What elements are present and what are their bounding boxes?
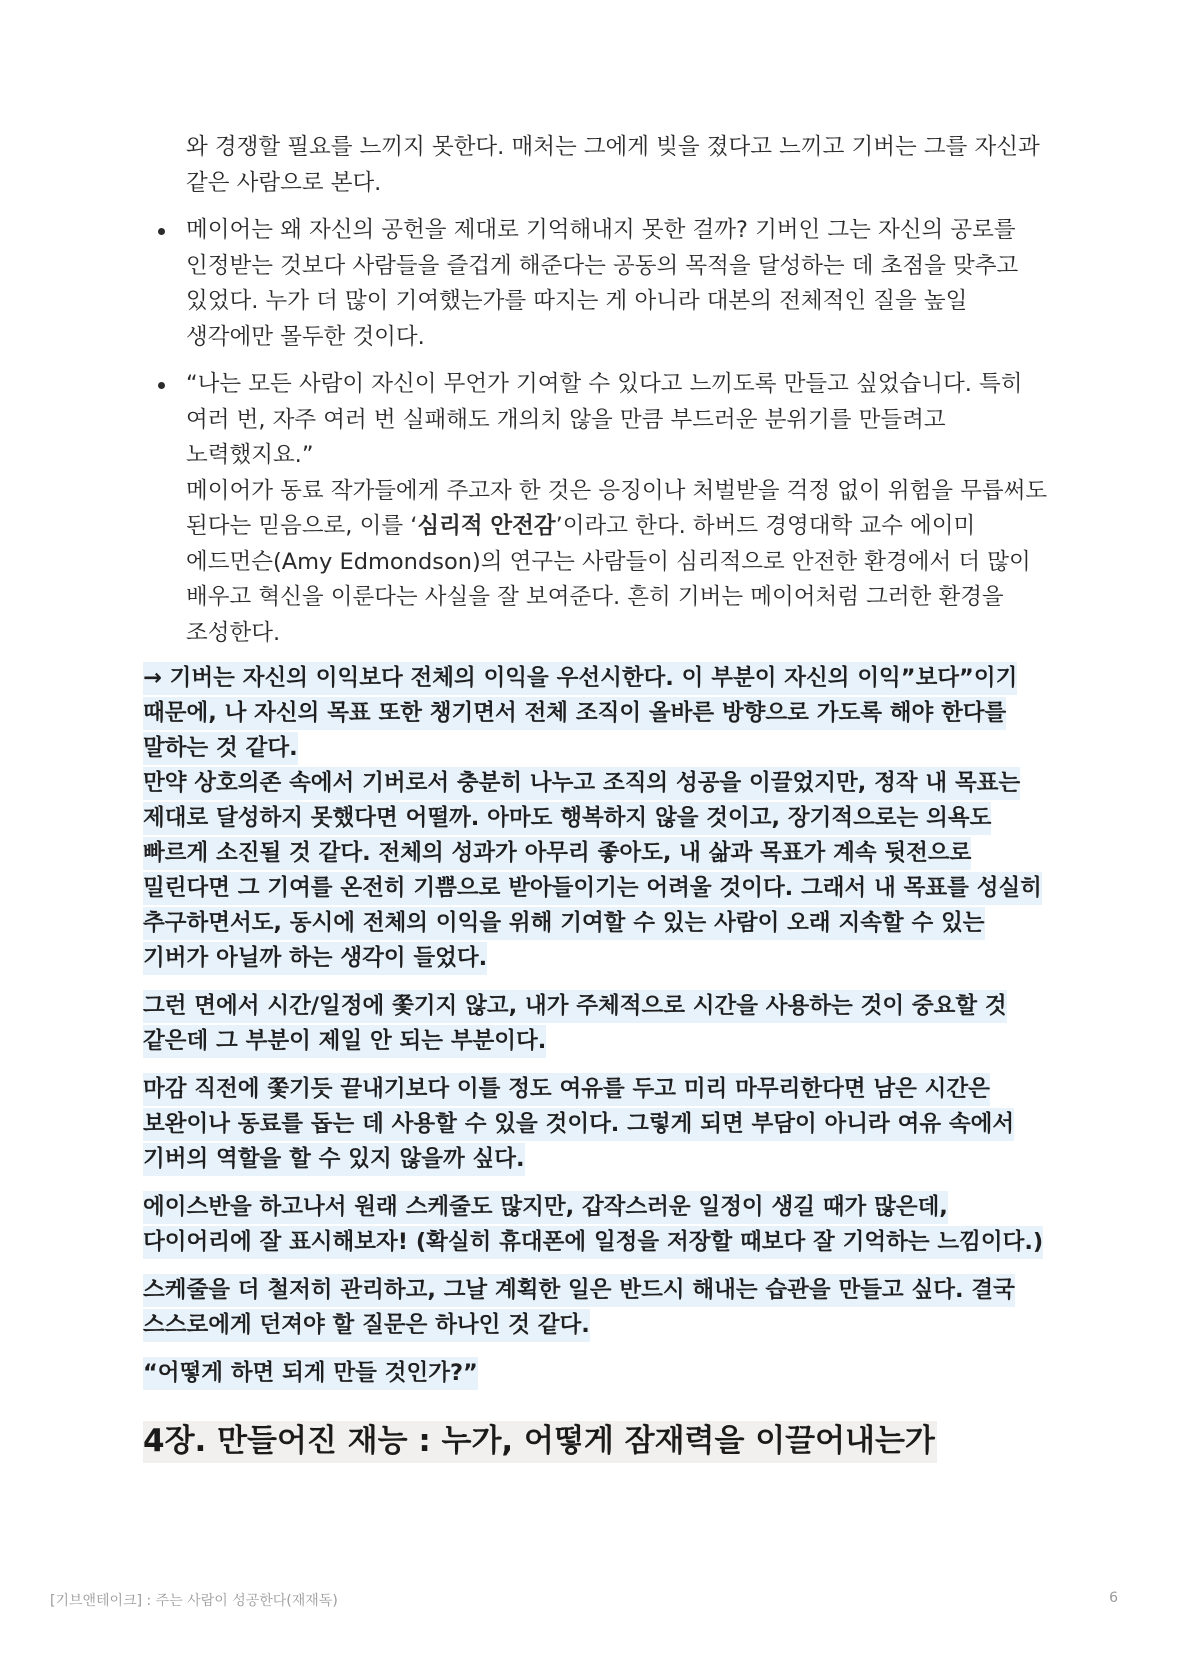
bullet-text: 메이어는 왜 자신의 공헌을 제대로 기억해내지 못한 걸까? 기버인 그는 자신의 공로를 인정받는 것보다 사람들을 즐겁게 해준다는 공동의 목적을 달성하는 데 초점을 맞추고 있었다. 누가 더 많이 기여했는가를 따지는 게 아니라 대본의 전체적인 질을 높일 생각에만 몰두한 것이다. bbox=[186, 217, 1019, 350]
highlighted-text: → 기버는 자신의 이익보다 전체의 이익을 우선시한다. 이 부분이 자신의 이익”보다”이기 때문에, 나 자신의 목표 또한 챙기면서 전체 조직이 올바른 방향으로 가도록 해야 한다를 말하는 것 같다. bbox=[143, 662, 1017, 765]
note-paragraph bbox=[143, 1072, 1048, 1177]
note-paragraph bbox=[143, 989, 1048, 1059]
bullet-item-mayer-contribution bbox=[143, 213, 1048, 355]
page-content bbox=[143, 130, 1048, 1489]
footer-title: [기브앤테이크] : 주는 사람이 성공한다(재재독) bbox=[50, 1593, 338, 1609]
bullet-dot-icon bbox=[158, 228, 165, 235]
note-paragraph bbox=[143, 661, 1048, 766]
bullet-text-before: 메이어가 동료 작가들에게 주고자 한 것은 응징이나 처벌받을 걱정 없이 위험을 무릅써도 된다는 믿음으로, 이를 ‘ bbox=[186, 477, 1048, 539]
bullet-item-psychological-safety bbox=[143, 367, 1048, 651]
note-paragraph bbox=[143, 1356, 1048, 1391]
highlighted-text: “어떻게 하면 되게 만들 것인가?” bbox=[143, 1357, 478, 1390]
highlighted-text: 만약 상호의존 속에서 기버로서 충분히 나누고 조직의 성공을 이끌었지만, 정작 내 목표는 제대로 달성하지 못했다면 어떨까. 아마도 행복하지 않을 것이고, 장기적으로는 의욕도 빠르게 소진될 것 같다. 전체의 성과가 아무리 좋아도, 내 삶과 목표가 계속 뒷전으로 밀린다면 그 기여를 온전히 기쁨으로 받아들이기는 어려울 것이다. 그래서 내 목표를 성실히 추구하면서도, 동시에 전체의 이익을 위해 기여할 수 있는 사람이 오래 지속할 수 있는 기버가 아닐까 하는 생각이 들었다. bbox=[143, 767, 1042, 975]
chapter-heading bbox=[143, 1419, 1048, 1463]
page-number: 6 bbox=[1109, 1590, 1118, 1606]
highlighted-text: 그런 면에서 시간/일정에 쫓기지 않고, 내가 주체적으로 시간을 사용하는 것이 중요할 것 같은데 그 부분이 제일 안 되는 부분이다. bbox=[143, 990, 1007, 1058]
highlighted-text: 마감 직전에 쫓기듯 끝내기보다 이틀 정도 여유를 두고 미리 마무리한다면 남은 시간은 보완이나 동료를 돕는 데 사용할 수 있을 것이다. 그렇게 되면 부담이 아니라 여유 속에서 기버의 역할을 할 수 있지 않을까 싶다. bbox=[143, 1073, 1014, 1176]
highlighted-text: 스케줄을 더 철저히 관리하고, 그날 계획한 일은 반드시 해내는 습관을 만들고 싶다. 결국 스스로에게 던져야 할 질문은 하나인 것 같다. bbox=[143, 1274, 1015, 1342]
bullet-text bbox=[186, 474, 1048, 652]
bullet-text-after: ’이라고 한다. 하버드 경영대학 교수 에이미 에드먼슨(Amy Edmondson)의 연구는 사람들이 심리적으로 안전한 환경에서 더 많이 배우고 혁신을 이룬다는 사실을 잘 보여준다. 흔히 기버는 메이어처럼 그러한 환경을 조성한다. bbox=[186, 513, 1031, 646]
note-paragraph bbox=[143, 766, 1048, 976]
bullet-dot-icon bbox=[158, 382, 165, 389]
chapter-heading-text: 4장. 만들어진 재능 : 누가, 어떻게 잠재력을 이끌어내는가 bbox=[143, 1421, 937, 1463]
note-paragraph bbox=[143, 1273, 1048, 1343]
note-paragraph bbox=[143, 1190, 1048, 1260]
highlighted-text: 에이스반을 하고나서 원래 스케줄도 많지만, 갑작스러운 일정이 생길 때가 많은데, 다이어리에 잘 표시해보자! (확실히 휴대폰에 일정을 저장할 때보다 잘 기억하는 느낌이다.) bbox=[143, 1191, 1043, 1259]
highlighted-notes bbox=[143, 661, 1048, 1391]
bullet-quote: “나는 모든 사람이 자신이 무언가 기여할 수 있다고 느끼도록 만들고 싶었습니다. 특히 여러 번, 자주 여러 번 실패해도 개의치 않을 만큼 부드러운 분위기를 만들려고 노력했지요.” bbox=[186, 371, 1023, 468]
bold-term: 심리적 안전감 bbox=[417, 513, 556, 539]
continued-paragraph: 와 경쟁할 필요를 느끼지 못한다. 매처는 그에게 빚을 졌다고 느끼고 기버는 그를 자신과 같은 사람으로 본다. bbox=[186, 134, 1040, 196]
